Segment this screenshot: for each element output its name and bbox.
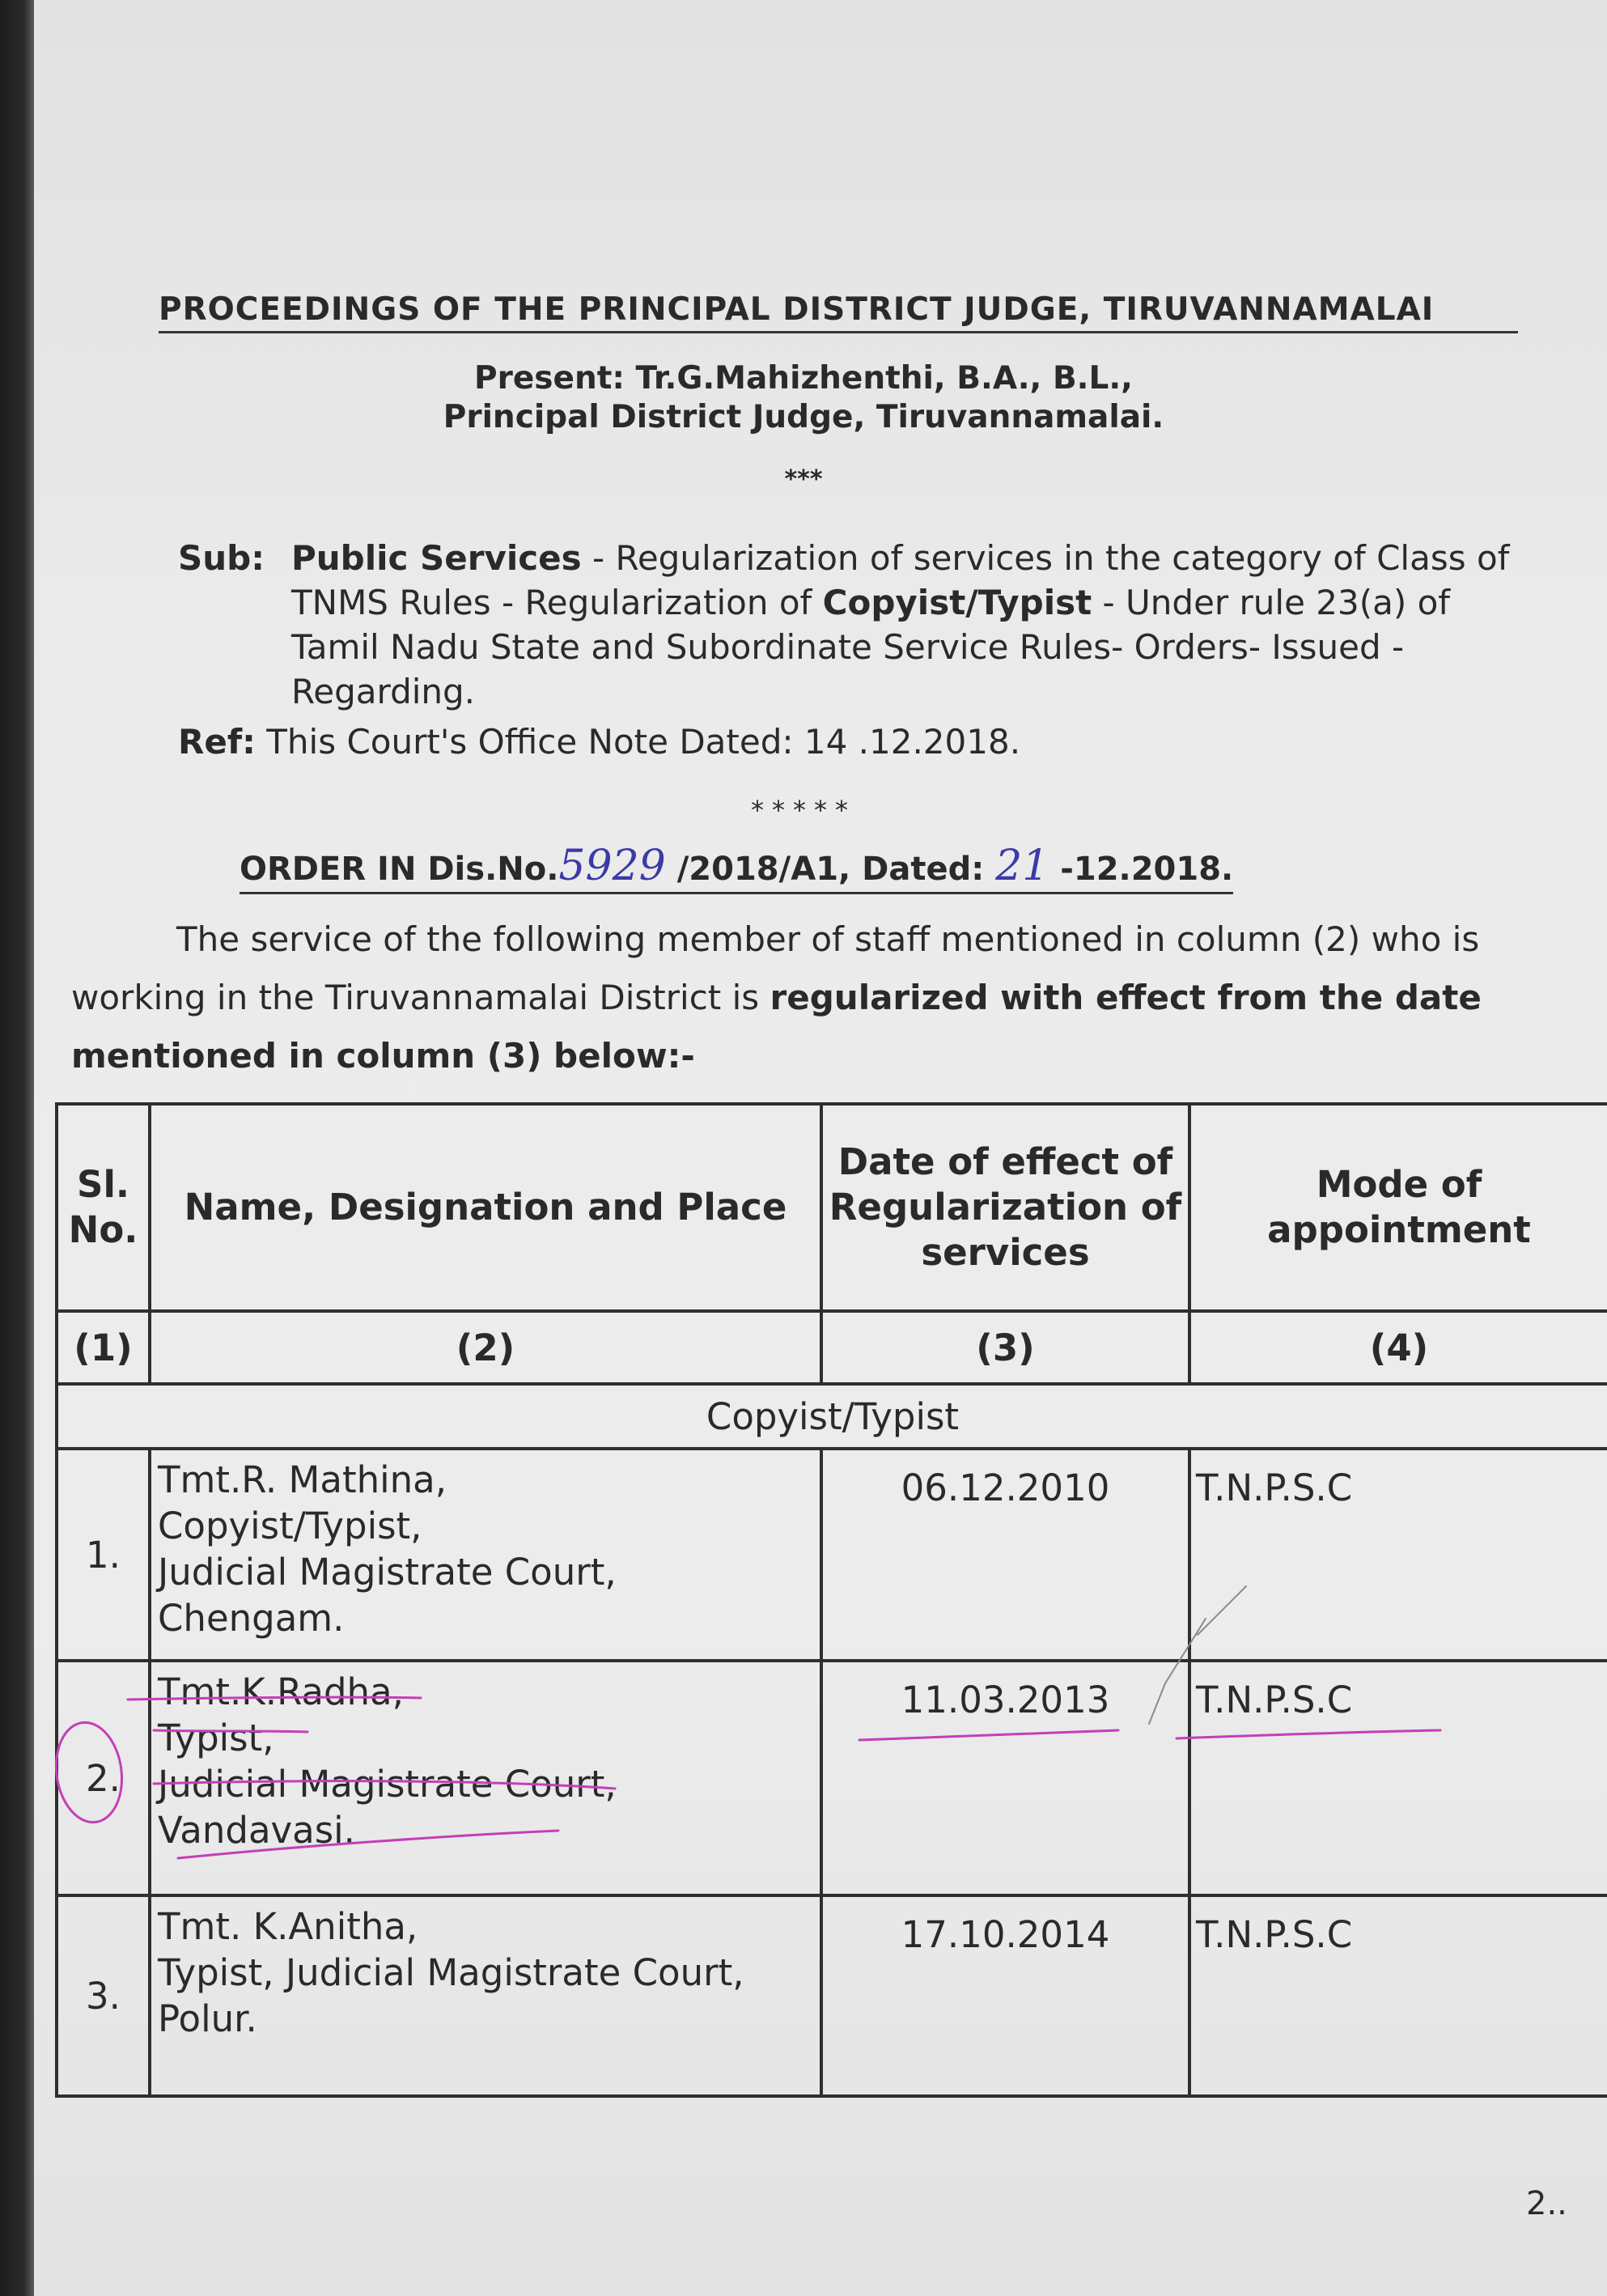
row-name bbox=[150, 1449, 821, 1661]
category-label: Copyist/Typist bbox=[57, 1384, 1607, 1449]
page-number: 2.. bbox=[1526, 2185, 1567, 2222]
name-line: Typist, Judicial Magistrate Court, bbox=[158, 1951, 744, 1994]
subject-block bbox=[178, 536, 1510, 711]
subject-text-a: - Regularization of services in the category of Class of TNMS Rules - Regularization of bbox=[291, 538, 1510, 622]
paragraph-text: The service of the following member of staff mentioned in column (2) who is working in the Tiruvannamalai District is bbox=[71, 919, 1480, 1017]
row-mode: T.N.P.S.C bbox=[1189, 1661, 1607, 1895]
reference-label: Ref: bbox=[178, 722, 256, 762]
table-row bbox=[57, 1895, 1607, 2096]
subject-text bbox=[291, 536, 1521, 714]
subject-text-b: - Under rule 23(a) of Tamil Nadu State and Subordinate Service Rules- Orders- Issued - Regarding. bbox=[291, 583, 1451, 711]
name-line: Tmt. K.Anitha, bbox=[158, 1905, 418, 1948]
table-row bbox=[57, 1661, 1607, 1895]
presiding-officer-title: Principal District Judge, Tiruvannamalai. bbox=[443, 399, 1164, 435]
column-number: (1) bbox=[57, 1311, 150, 1384]
name-line: Tmt.K.Radha, bbox=[158, 1670, 404, 1713]
reference-line bbox=[178, 722, 1020, 762]
row-name bbox=[150, 1661, 821, 1895]
name-line: Judicial Magistrate Court, bbox=[158, 1551, 617, 1594]
column-number: (4) bbox=[1189, 1311, 1607, 1384]
order-middle: /2018/A1, Dated: bbox=[665, 851, 996, 888]
column-number: (3) bbox=[821, 1311, 1189, 1384]
order-dis-no: 5929 bbox=[558, 842, 666, 890]
header-mode: Mode of appointment bbox=[1189, 1104, 1607, 1311]
table-header-row bbox=[57, 1104, 1607, 1311]
order-suffix: -12.2018. bbox=[1049, 851, 1234, 888]
order-paragraph bbox=[71, 910, 1568, 1085]
row-sl-no: 3. bbox=[57, 1895, 150, 2096]
subject-bold-2: Copyist/Typist bbox=[822, 583, 1092, 622]
presiding-officer-line: Present: Tr.G.Mahizhenthi, B.A., B.L., bbox=[474, 360, 1133, 397]
row-sl-no: 1. bbox=[57, 1449, 150, 1661]
order-day: 21 bbox=[995, 842, 1049, 890]
column-number-row bbox=[57, 1311, 1607, 1384]
table-row bbox=[57, 1449, 1607, 1661]
row-mode: T.N.P.S.C bbox=[1189, 1895, 1607, 2096]
paragraph-bold: regularized with effect from the date mentioned in column (3) below:- bbox=[71, 978, 1482, 1076]
column-number: (2) bbox=[150, 1311, 821, 1384]
name-line: Copyist/Typist, bbox=[158, 1504, 422, 1547]
category-row bbox=[57, 1384, 1607, 1449]
header-date: Date of effect of Regularization of services bbox=[821, 1104, 1189, 1311]
reference-text: This Court's Office Note Dated: 14 .12.2018. bbox=[266, 722, 1021, 762]
name-line: Vandavasi. bbox=[158, 1809, 355, 1852]
row-sl-no: 2. bbox=[57, 1661, 150, 1895]
name-line: Chengam. bbox=[158, 1597, 345, 1640]
subject-bold: Public Services bbox=[291, 538, 582, 578]
row-mode: T.N.P.S.C bbox=[1189, 1449, 1607, 1661]
row-name bbox=[150, 1895, 821, 2096]
header-name: Name, Designation and Place bbox=[150, 1104, 821, 1311]
row-date: 17.10.2014 bbox=[821, 1895, 1189, 2096]
name-line: Typist, bbox=[158, 1717, 274, 1759]
regularization-table bbox=[55, 1102, 1607, 2098]
name-line: Judicial Magistrate Court, bbox=[158, 1763, 617, 1806]
separator-stars-2: ***** bbox=[751, 795, 856, 825]
row-date: 06.12.2010 bbox=[821, 1449, 1189, 1661]
subject-label: Sub: bbox=[178, 538, 265, 578]
name-line: Tmt.R. Mathina, bbox=[158, 1458, 447, 1501]
order-line bbox=[240, 842, 1233, 894]
book-binding-edge bbox=[0, 0, 34, 2296]
separator-stars: *** bbox=[784, 465, 823, 494]
document-heading: PROCEEDINGS OF THE PRINCIPAL DISTRICT JUDGE, TIRUVANNAMALAI bbox=[159, 291, 1518, 333]
header-sl-no: Sl. No. bbox=[57, 1104, 150, 1311]
row-date: 11.03.2013 bbox=[821, 1661, 1189, 1895]
order-prefix: ORDER IN Dis.No. bbox=[240, 851, 559, 888]
name-line: Polur. bbox=[158, 1997, 257, 2040]
